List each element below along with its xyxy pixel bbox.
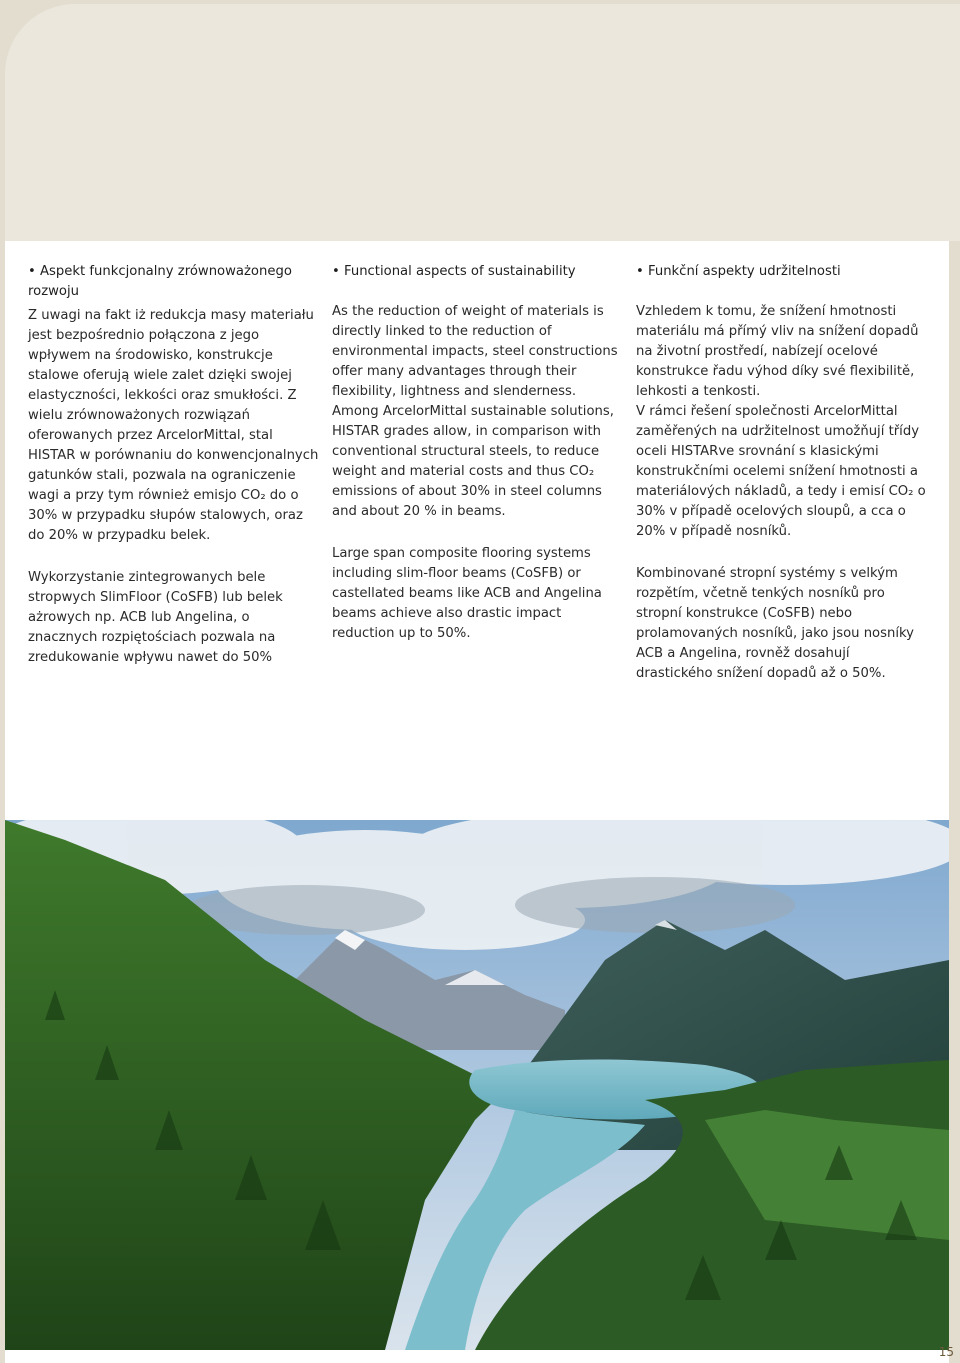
header-decorative-panel: [5, 4, 960, 241]
column-polish: [28, 262, 320, 690]
right-margin-strip: [949, 241, 960, 1363]
section-heading-english: • Functional aspects of sustainability: [332, 264, 576, 279]
paragraph-english-1: As the reduction of weight of materials is directly linked to the reduction of environmental impacts, steel constructions offer many advantages through their flexibility, lightness and slenderness. Among ArcelorMittal sustainable solutions, HISTAR grades allow, in comparison with conventional structural steels, to reduce weight and material costs and thus CO₂ emissions of about 30% in steel columns and about 20 % in beams.: [332, 304, 618, 519]
section-heading-czech: • Funkční aspekty udržitelnosti: [636, 264, 841, 279]
paragraph-polish-1: Z uwagi na fakt iż redukcja masy materiału jest bezpośrednio połączona z jego wpływem na środowisko, konstrukcje stalowe oferują wiele zalet dzięki swojej elastyczności, lekkości oraz smukłości. Z wielu zrównoważonych rozwiązań oferowanych przez ArcelorMittal, stal HISTAR w porównaniu do konwencjonalnych gatunków stali, pozwala na ograniczenie wagi a przy tym również emisjo CO₂ do o 30% w przypadku słupów stalowych, oraz do 20% w przypadku belek.: [28, 308, 319, 543]
paragraph-english-2: Large span composite flooring systems including slim-floor beams (CoSFB) or castellated beams like ACB and Angelina beams achieve also drastic impact reduction up to 50%.: [332, 546, 602, 641]
mountain-lake-valley-photo: [5, 820, 949, 1350]
column-czech: [636, 262, 928, 706]
page-number: 15: [938, 1345, 954, 1359]
section-heading-polish: • Aspekt funkcjonalny zrównoważonego rozwoju: [28, 264, 292, 299]
paragraph-czech-1: Vzhledem k tomu, že snížení hmotnosti materiálu má přímý vliv na snížení dopadů na životní prostředí, nabízejí ocelové konstrukce řadu výhod díky své flexibilitě, lehkosti a tenkosti. V rámci řešení společnosti ArcelorMittal zaměřených na udržitelnost umožňují třídy oceli HISTARve srovnání s klasickými konstrukčními ocelemi snížení hmotnosti a materiálových nákladů, a tedy i emisí CO₂ o 30% v případě ocelových sloupů, a cca o 20% v případě nosníků.: [636, 304, 926, 539]
column-english: [332, 262, 624, 666]
paragraph-polish-2: Wykorzystanie zintegrowanych bele stropwych SlimFloor (CoSFB) lub belek ażrowych np. ACB lub Angelina, o znacznych rozpiętościach pozwala na zredukowanie wpływu nawet do 50%: [28, 570, 283, 665]
paragraph-czech-2: Kombinované stropní systémy s velkým rozpětím, včetně tenkých nosníků pro stropní konstrukce (CoSFB) nebo prolamovaných nosníků, jako jsou nosníky ACB a Angelina, rovněž dosahují drastického snížení dopadů až o 50%.: [636, 566, 914, 681]
